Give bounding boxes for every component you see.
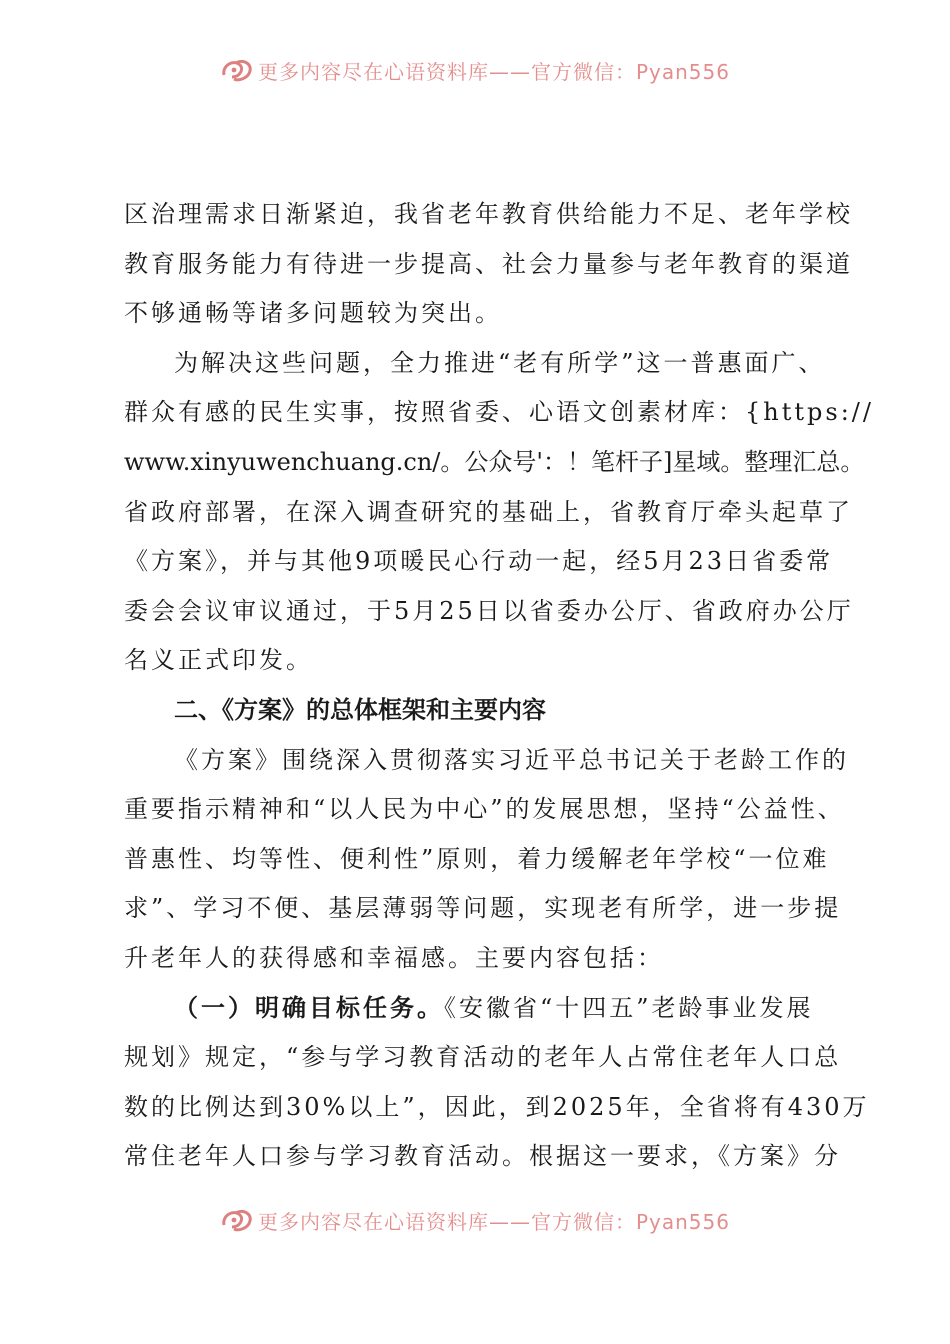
paragraph-line: 升老年人的获得感和幸福感。主要内容包括： [124, 943, 664, 972]
section-heading: 二、《方案》的总体框架和主要内容 [174, 695, 546, 724]
paragraph-line: 《方案》围绕深入贯彻落实习近平总书记关于老龄工作的 [174, 745, 849, 774]
paragraph-line: 普惠性、均等性、便利性”原则，着力缓解老年学校“一位难 [124, 844, 830, 873]
paragraph-line: 常住老年人口参与学习教育活动。根据这一要求，《方案》分 [124, 1142, 841, 1171]
watermark-text: 更多内容尽在心语资料库——官方微信：Pyan556 [257, 1209, 730, 1234]
paragraph-line: 教育服务能力有待进一步提高、社会力量参与老年教育的渠道 [124, 249, 853, 278]
paragraph-line: 求”、学习不便、基层薄弱等问题，实现老有所学，进一步提 [124, 894, 842, 923]
logo-icon [220, 1207, 254, 1233]
paragraph-line: 不够通畅等诸多问题较为突出。 [124, 299, 502, 328]
document-body [124, 190, 874, 1182]
footer-watermark [0, 1200, 950, 1240]
paragraph-line: 规划》规定，“参与学习教育活动的老年人占常住老年人口总 [124, 1043, 842, 1072]
paragraph-line: 群众有感的民生实事，按照省委、心语文创素材库：{https:// [124, 398, 874, 427]
watermark-text: 更多内容尽在心语资料库——官方微信：Pyan556 [257, 59, 730, 84]
subsection-text: 《安徽省“十四五”老龄事业发展 [444, 993, 814, 1022]
paragraph-line: 省政府部署，在深入调查研究的基础上，省教育厅牵头起草了 [124, 497, 853, 526]
paragraph-line: 委会会议审议通过，于5月25日以省委办公厅、省政府办公厅 [124, 596, 854, 625]
paragraph-line: 《方案》，并与其他9项暖民心行动一起，经5月23日省委常 [124, 547, 834, 576]
paragraph-line: www.xinyuwenchuang.cn/。公众号'：！笔杆子]星域。整理汇总。 [124, 447, 865, 476]
paragraph-line: 区治理需求日渐紧迫，我省老年教育供给能力不足、老年学校 [124, 200, 853, 228]
paragraph-line: 为解决这些问题，全力推进“老有所学”这一普惠面广、 [174, 348, 826, 377]
paragraph-line: 名义正式印发。 [124, 646, 313, 675]
header-watermark [0, 50, 950, 90]
paragraph-line: 重要指示精神和“以人民为中心”的发展思想，坚持“公益性、 [124, 795, 845, 824]
logo-icon [220, 57, 254, 83]
paragraph-line: 数的比例达到30%以上”，因此，到2025年，全省将有430万 [124, 1092, 870, 1121]
subsection-line [124, 984, 836, 1034]
subsection-label: （一）明确目标任务。 [174, 993, 444, 1022]
